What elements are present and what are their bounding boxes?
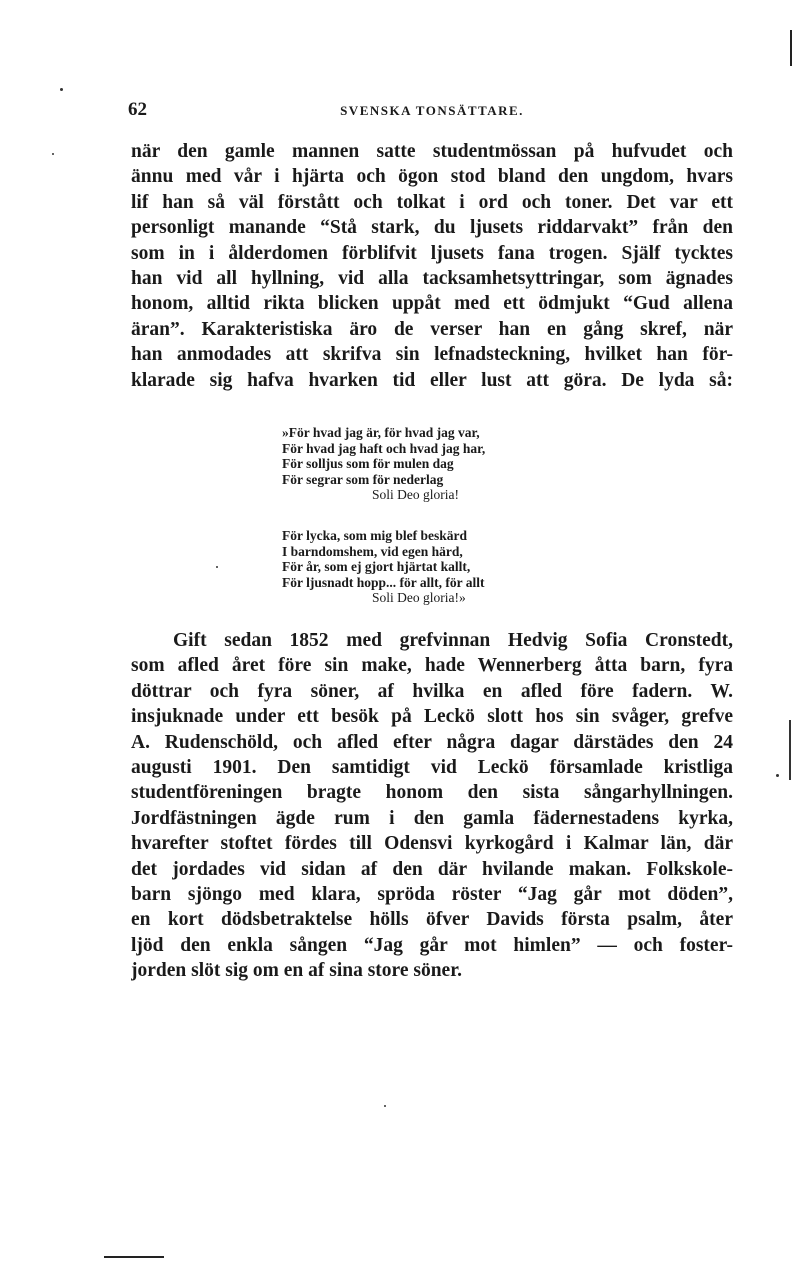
text-line: ännu med vår i hjärta och ögon stod bland den ungdom, hvars xyxy=(131,166,733,188)
text-line: han anmodades att skrifva sin lefnadsteckning, hvilket han för- xyxy=(131,344,733,366)
text-line: hvarefter stoftet fördes till Odensvi kyrkogård i Kalmar län, där xyxy=(131,833,733,855)
text-line: döttrar och fyra söner, af hvilka en afled före fadern. W. xyxy=(131,680,733,702)
text-line: det jordades vid sidan af den där hvilande makan. Folkskole- xyxy=(131,858,733,880)
text-line: ljöd den enkla sången “Jag går mot himlen” — och foster- xyxy=(131,934,733,956)
poem-line: För solljus som för mulen dag xyxy=(282,456,454,471)
text-line: när den gamle mannen satte studentmössan på hufvudet och xyxy=(131,141,733,162)
text-line: som in i ålderdomen förblifvit ljusets fana trogen. Själf tycktes xyxy=(131,242,733,264)
poem-line: För år, som ej gjort hjärtat kallt, xyxy=(282,559,471,574)
paragraph-2 xyxy=(131,628,733,984)
text-line: äran”. Karakteristiska äro de verser han en gång skref, när xyxy=(131,318,733,340)
text-line: personligt manande “Stå stark, du ljusets riddarvakt” från den xyxy=(131,217,733,239)
text-line: Gift sedan 1852 med grefvinnan Hedvig Sofia Cronstedt, xyxy=(173,630,733,651)
text-line: Jordfästningen ägde rum i den gamla fädernestadens kyrka, xyxy=(131,807,733,829)
poem-line: »För hvad jag är, för hvad jag var, xyxy=(282,425,480,440)
scan-speck xyxy=(60,88,63,91)
scan-edge-mark xyxy=(789,720,791,780)
text-line: honom, alltid rikta blicken uppåt med ett ödmjukt “Gud allena xyxy=(131,293,733,315)
text-line: augusti 1901. Den samtidigt vid Leckö församlade kristliga xyxy=(131,757,733,779)
scan-speck xyxy=(52,153,54,155)
poem-refrain: Soli Deo gloria! xyxy=(372,487,459,502)
text-line: en kort dödsbetraktelse hölls öfver Davids första psalm, åter xyxy=(131,909,733,931)
poem-line: För ljusnadt hopp... för allt, för allt xyxy=(282,574,485,590)
running-title: SVENSKA TONSÄTTARE. xyxy=(340,103,524,118)
page-number: 62 xyxy=(128,99,147,120)
scan-speck xyxy=(384,1105,386,1107)
text-line: lif han så väl förstått och tolkat i ord och toner. Det var ett xyxy=(131,191,733,213)
paragraph-1 xyxy=(131,139,733,393)
text-line: barn sjöngo med klara, spröda röster “Jag går mot döden”, xyxy=(131,884,733,906)
text-line: A. Rudenschöld, och afled efter några dagar därstädes den 24 xyxy=(131,731,733,753)
text-line: insjuknade under ett besök på Leckö slott hos sin svåger, grefve xyxy=(131,706,733,728)
poem-line: För segrar som för nederlag xyxy=(282,471,444,487)
text-line: jorden slöt sig om en af sina store söner. xyxy=(131,960,462,982)
poem-refrain: Soli Deo gloria!» xyxy=(372,590,466,605)
text-line: han vid all hyllning, vid alla tacksamhetsyttringar, som ägnades xyxy=(131,268,733,290)
poem-line: I barndomshem, vid egen härd, xyxy=(282,543,463,559)
poem-stanza-1 xyxy=(282,425,485,503)
text-line: som afled året före sin make, hade Wennerberg åtta barn, fyra xyxy=(131,655,733,677)
text-line: studentföreningen bragte honom den sista sångarhyllningen. xyxy=(131,782,733,804)
text-line: klarade sig hafva hvarken tid eller lust att göra. De lyda så: xyxy=(131,369,733,391)
poem-line: För lycka, som mig blef beskärd xyxy=(282,528,467,543)
poem-line: För hvad jag haft och hvad jag har, xyxy=(282,440,486,456)
scan-edge-mark xyxy=(790,30,792,66)
poem-stanza-2 xyxy=(282,528,485,606)
scan-speck xyxy=(776,774,779,777)
scan-speck xyxy=(216,566,218,568)
footer-rule xyxy=(104,1256,164,1258)
page-header xyxy=(128,99,736,127)
